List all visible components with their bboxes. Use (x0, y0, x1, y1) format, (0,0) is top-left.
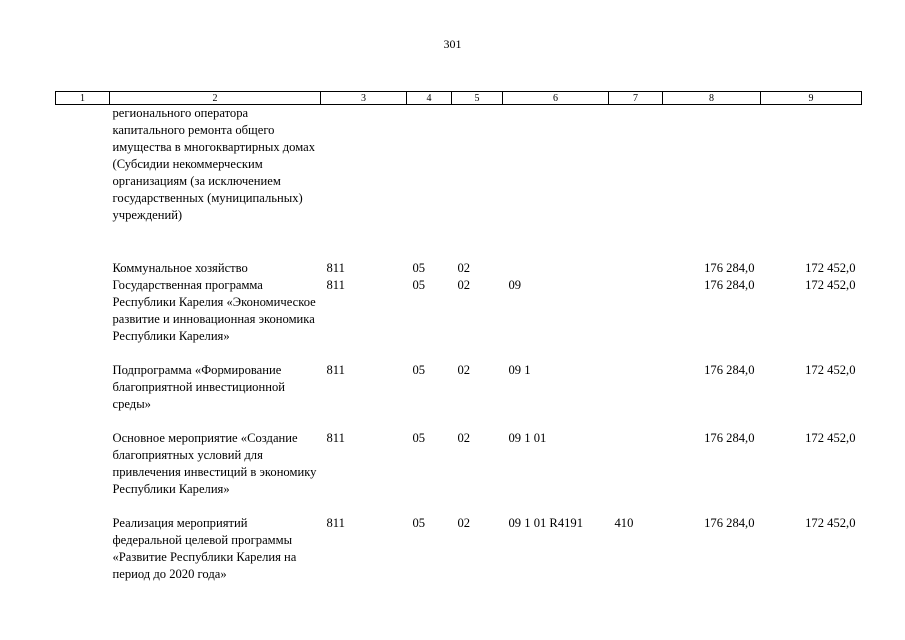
table-row (56, 105, 862, 260)
ministry-code: 811 (326, 277, 345, 292)
ministry-code: 811 (326, 362, 345, 377)
column-number-4: 4 (407, 92, 452, 105)
column-number-5: 5 (452, 92, 503, 105)
ministry-code (321, 105, 407, 260)
subsection-code (452, 105, 503, 260)
cell-col-1 (56, 362, 110, 430)
section-code: 05 (412, 515, 426, 530)
header-row (56, 92, 862, 105)
section-code: 05 (412, 430, 426, 445)
amount-col-8: 176 284,0 (704, 277, 755, 292)
cell-col-1 (56, 277, 110, 362)
item-name: Реализация мероприятий федеральной целевой программы «Развитие Республики Карелия на период до 2020 года» (112, 515, 297, 581)
subsection-code: 02 (457, 362, 471, 377)
amount-col-9: 172 452,0 (805, 277, 856, 292)
amount-col-8 (663, 105, 761, 260)
cell-col-1 (56, 515, 110, 617)
column-number-8: 8 (663, 92, 761, 105)
target-article-code (503, 105, 609, 260)
item-name: Государственная программа Республики Карелия «Экономическое развитие и инновационная экономика Республики Карелия» (112, 277, 316, 343)
amount-col-9: 172 452,0 (805, 362, 856, 377)
section-code (407, 105, 452, 260)
item-name: Подпрограмма «Формирование благоприятной инвестиционной среды» (112, 362, 285, 411)
table-row (56, 260, 862, 277)
section-code: 05 (412, 362, 426, 377)
amount-col-9: 172 452,0 (805, 515, 856, 530)
column-number-7: 7 (609, 92, 663, 105)
ministry-code: 811 (326, 515, 345, 530)
column-number-9: 9 (761, 92, 862, 105)
cell-col-1 (56, 105, 110, 260)
target-article-code: 09 1 01 (508, 430, 547, 445)
subsection-code: 02 (457, 430, 471, 445)
column-number-2: 2 (110, 92, 321, 105)
page-number: 301 (443, 37, 462, 51)
ministry-code: 811 (326, 430, 345, 445)
column-number-6: 6 (503, 92, 609, 105)
column-number-1: 1 (56, 92, 110, 105)
expense-type-code: 410 (614, 515, 634, 530)
expense-type-code (609, 105, 663, 260)
amount-col-9: 172 452,0 (805, 260, 856, 275)
amount-col-9 (761, 105, 862, 260)
subsection-code: 02 (457, 260, 471, 275)
item-name: Коммунальное хозяйство (112, 260, 248, 275)
table-row (56, 430, 862, 515)
target-article-code: 09 (508, 277, 522, 292)
ministry-code: 811 (326, 260, 345, 275)
amount-col-9: 172 452,0 (805, 430, 856, 445)
item-name: Основное мероприятие «Создание благоприятных условий для привлечения инвестиций в экономику Республики Карелия» (112, 430, 317, 496)
table-row (56, 277, 862, 362)
subsection-code: 02 (457, 277, 471, 292)
target-article-code (503, 260, 609, 277)
amount-col-8: 176 284,0 (704, 260, 755, 275)
expense-type-code (609, 277, 663, 362)
column-number-3: 3 (321, 92, 407, 105)
table-row (56, 362, 862, 430)
budget-table (55, 91, 862, 617)
cell-col-1 (56, 430, 110, 515)
expense-type-code (609, 430, 663, 515)
expense-type-code (609, 260, 663, 277)
section-code: 05 (412, 260, 426, 275)
subsection-code: 02 (457, 515, 471, 530)
target-article-code: 09 1 01 R4191 (508, 515, 584, 530)
amount-col-8: 176 284,0 (704, 430, 755, 445)
item-name: регионального оператора капитального ремонта общего имущества в многоквартирных домах (Субсидии некоммерческим организациям (за исключением государственных (муниципальных) учреждений) (112, 106, 316, 222)
amount-col-8: 176 284,0 (704, 362, 755, 377)
amount-col-8: 176 284,0 (704, 515, 755, 530)
expense-type-code (609, 362, 663, 430)
target-article-code: 09 1 (508, 362, 531, 377)
section-code: 05 (412, 277, 426, 292)
cell-col-1 (56, 260, 110, 277)
table-row (56, 515, 862, 617)
